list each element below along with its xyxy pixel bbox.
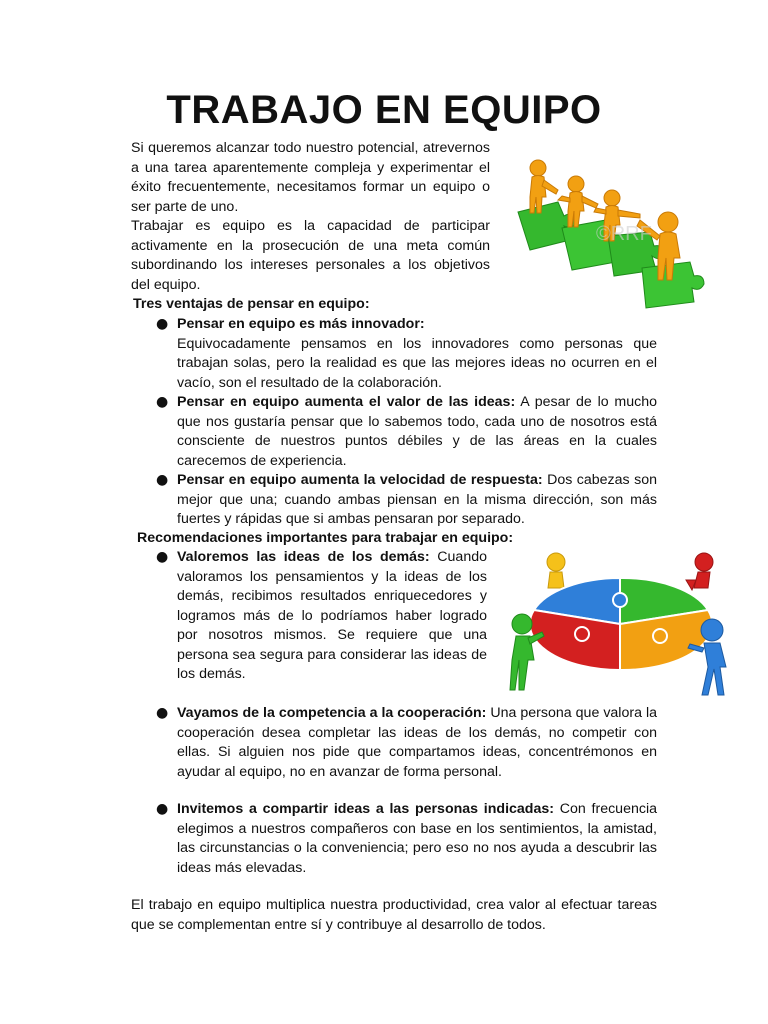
yellow-figure-icon bbox=[547, 553, 565, 588]
recommendation-item-2-text: Una persona que valora la cooperación desea completar las ideas de los demás, no competir con ellas. Si alguien nos pide que compartamos ideas, concentrémonos en ayudar al equipo, no en avanzar de forma personal. bbox=[177, 705, 657, 780]
advantage-item-2-title: Pensar en equipo aumenta el valor de las ideas: bbox=[177, 394, 516, 410]
advantage-item-3-title: Pensar en equipo aumenta la velocidad de respuesta: bbox=[177, 472, 543, 488]
advantage-item-1 bbox=[177, 315, 657, 393]
recommendation-item-3 bbox=[177, 800, 657, 878]
bullet-icon: ● bbox=[156, 549, 169, 565]
advantage-item-1-title: Pensar en equipo es más innovador: bbox=[177, 316, 425, 332]
advantage-item-2-text: A pesar de lo mucho que nos gustaría pensar que lo sabemos todo, cada uno de nosotros está consciente de nuestros puntos débiles y de las áreas en la cuales carecemos de experiencia. bbox=[177, 394, 658, 469]
intro-paragraph-2: Trabajar es equipo es la capacidad de participar activamente en la prosecución de una meta común subordinando los intereses personales a los objetivos del equipo. bbox=[131, 218, 490, 293]
red-figure-icon bbox=[686, 553, 713, 590]
bullet-icon: ● bbox=[156, 705, 169, 721]
advantage-item-2 bbox=[177, 393, 657, 471]
bullet-icon: ● bbox=[156, 472, 169, 488]
bullet-icon: ● bbox=[156, 316, 169, 332]
document-title: TRABAJO EN EQUIPO bbox=[166, 88, 602, 132]
intro-paragraph-1: Si queremos alcanzar todo nuestro potencial, atrevernos a una tarea aparentemente compleja y experimentar el éxito frecuentemente, necesitamos formar un equipo o ser parte de uno. bbox=[131, 140, 490, 215]
team-puzzle-circle-illustration bbox=[500, 548, 740, 698]
svg-text:©RRF: ©RRF bbox=[596, 223, 652, 245]
conclusion-paragraph: El trabajo en equipo multiplica nuestra productividad, crea valor al efectuar tareas que se complementan entre sí y contribuye al desarrollo de todos. bbox=[131, 897, 657, 933]
recommendation-item-1-title: Valoremos las ideas de los demás: bbox=[177, 549, 430, 565]
recommendation-item-3-text: Con frecuencia elegimos a nuestros compañeros con base en los sentimientos, la amistad, las circunstancias o la conveniencia; pero eso no nos ayuda a descubrir las ideas más elevadas. bbox=[177, 801, 657, 876]
advantage-item-3 bbox=[177, 471, 657, 530]
recommendations-heading: Recomendaciones importantes para trabajar en equipo: bbox=[137, 530, 514, 546]
advantage-item-3-text: Dos cabezas son mejor que una; cuando ambas piensan en la misma dirección, son más fuertes y rápidas que si ambas pensaran por separado. bbox=[177, 472, 657, 527]
recommendation-item-1 bbox=[177, 548, 487, 685]
recommendation-item-2 bbox=[177, 704, 657, 782]
recommendation-item-2-title: Vayamos de la competencia a la cooperación: bbox=[177, 705, 487, 721]
advantages-heading: Tres ventajas de pensar en equipo: bbox=[133, 296, 370, 312]
team-puzzle-climb-illustration bbox=[500, 150, 728, 320]
recommendation-item-1-text: Cuando valoramos los pensamientos y la ideas de los demás, recibimos resultados enriquecedores y logramos más de lo podríamos haber logrado por nosotros mismos. Se requiere que una persona sea segura para considerar las ideas de los demás. bbox=[177, 549, 487, 682]
bullet-icon: ● bbox=[156, 394, 169, 410]
advantage-item-1-text: Equivocadamente pensamos en los innovadores como personas que trabajan solas, pero la realidad es que las mejores ideas no ocurren en el vacío, son el resultado de la colaboración. bbox=[177, 335, 657, 391]
bullet-icon: ● bbox=[156, 801, 169, 817]
puzzle-circle-icon bbox=[530, 578, 713, 670]
recommendation-item-3-title: Invitemos a compartir ideas a las personas indicadas: bbox=[177, 801, 554, 817]
